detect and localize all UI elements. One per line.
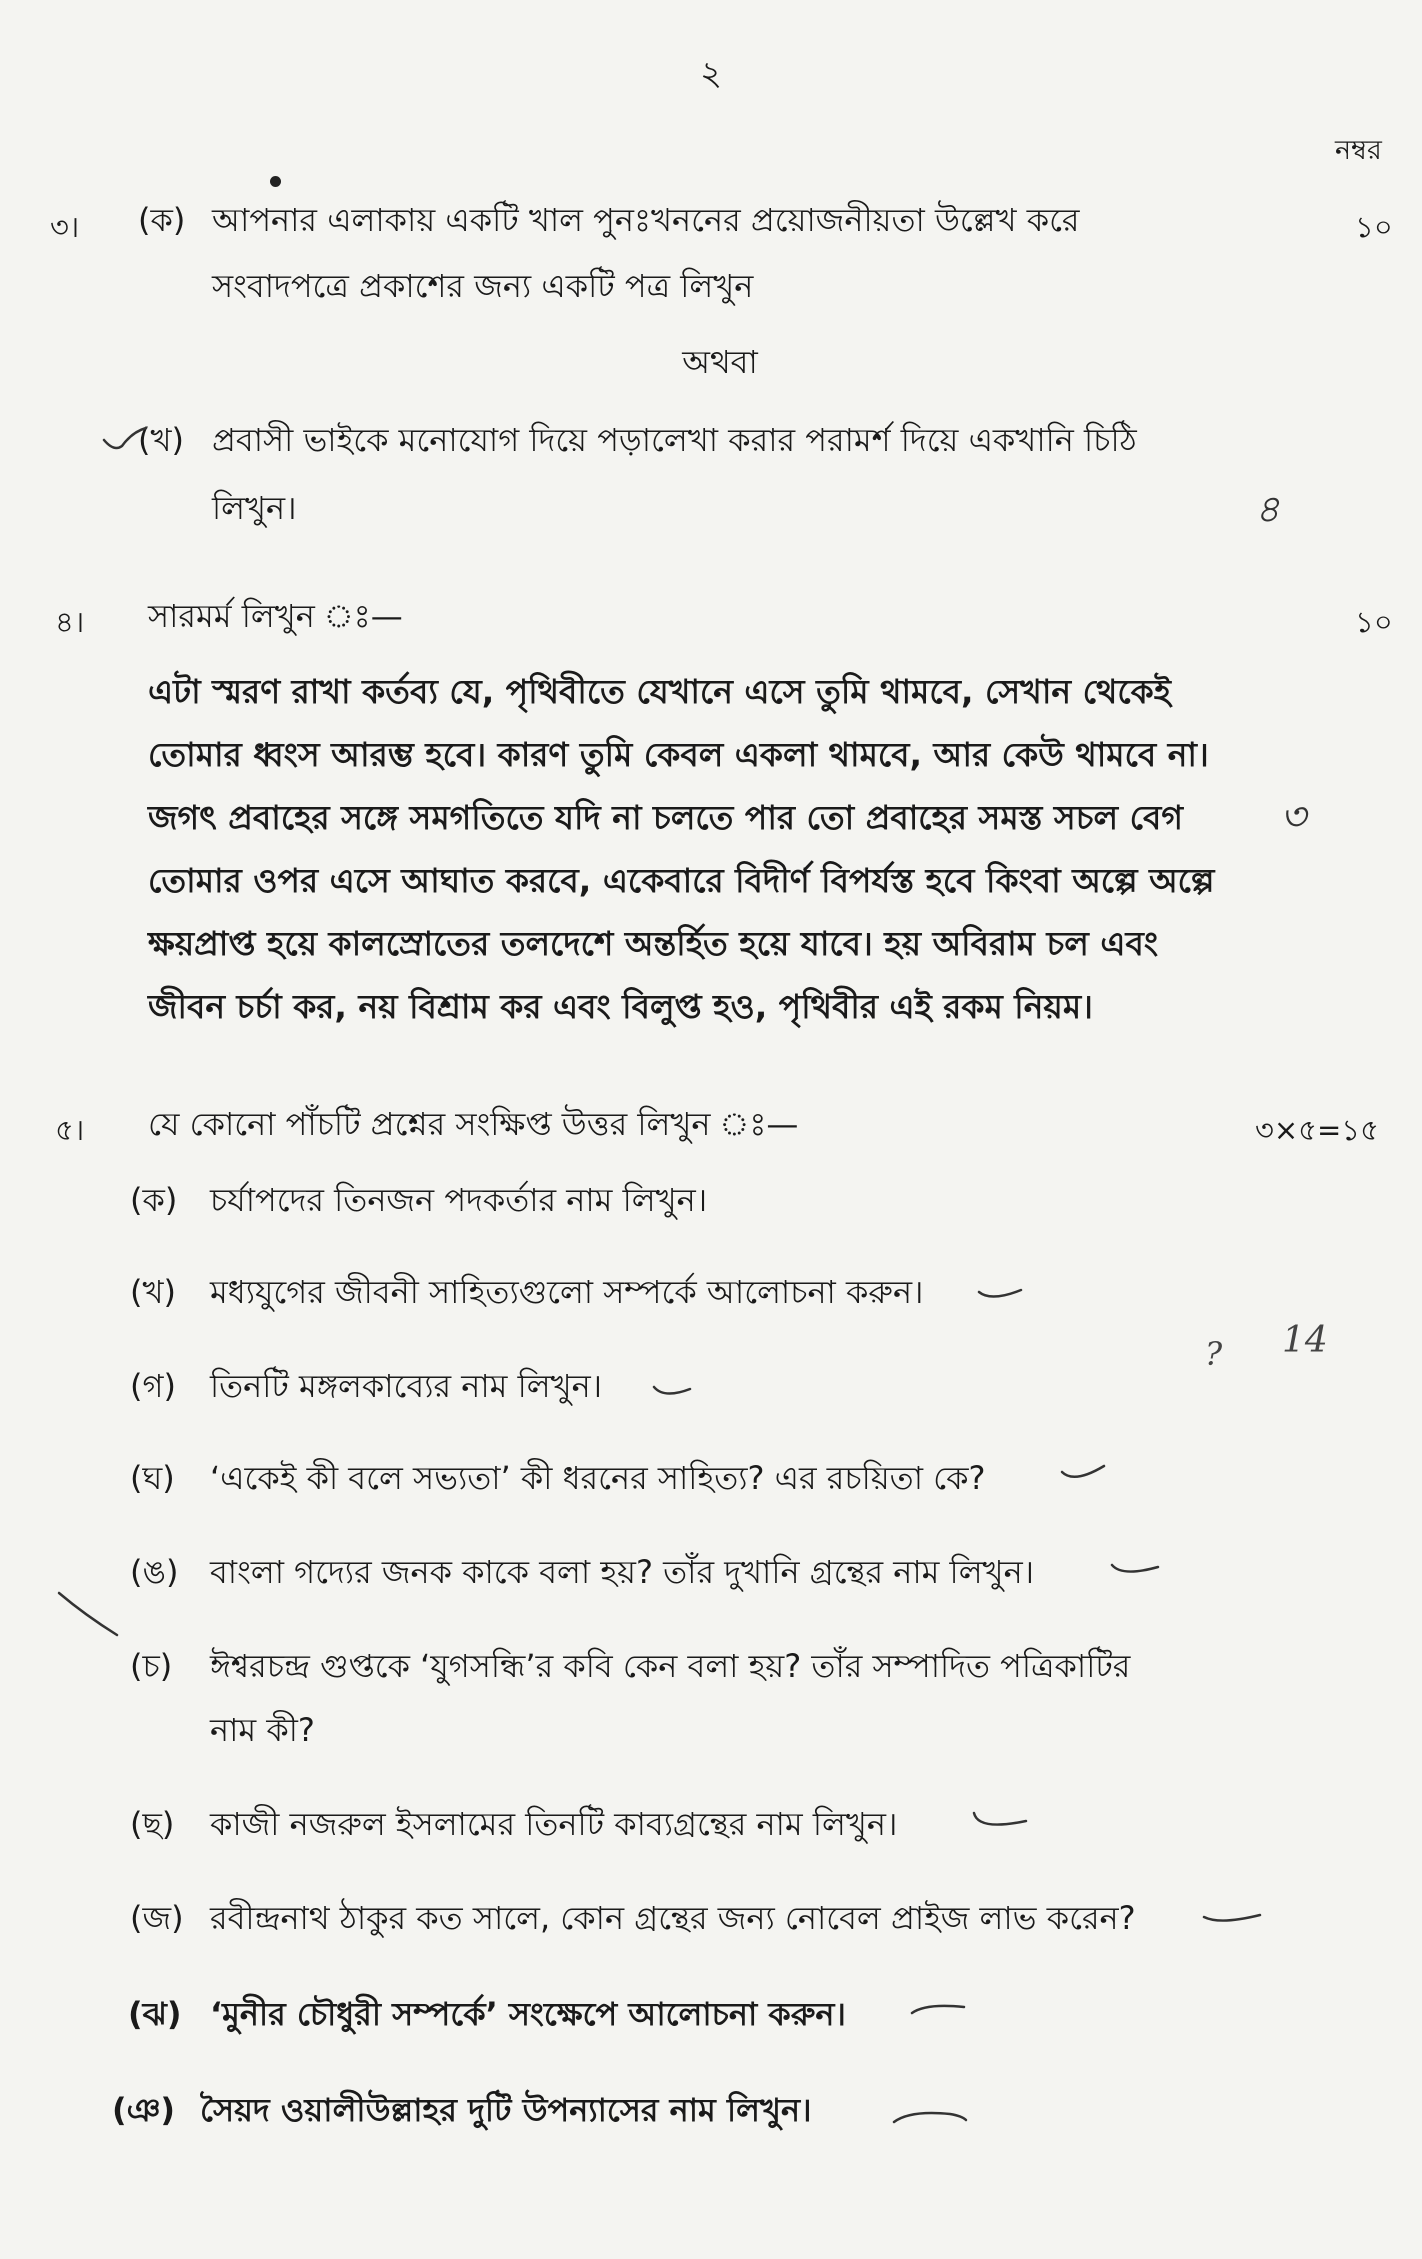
q4-passage-line-6: জীবন চর্চা কর, নয় বিশ্রাম কর এবং বিলুপ্ত হও, পৃথিবীর এই রকম নিয়ম। xyxy=(148,987,1093,1026)
q5-item-label: (ঙ) xyxy=(130,1553,179,1591)
q5-item-text: মধ্যযুগের জীবনী সাহিত্যগুলো সম্পর্কে আলোচনা করুন। xyxy=(210,1273,924,1311)
ink-speck xyxy=(270,176,281,187)
q5-item-label: (গ) xyxy=(130,1367,176,1405)
q5-item-text: রবীন্দ্রনাথ ঠাকুর কত সালে, কোন গ্রন্থের জন্য নোবেল প্রাইজ লাভ করেন? xyxy=(210,1899,1136,1937)
q5-item-text: ‘একেই কী বলে সভ্যতা’ কী ধরনের সাহিত্য? এর রচয়িতা কে? xyxy=(210,1459,986,1497)
pen-tick xyxy=(1108,1555,1163,1585)
q4-passage-line-4: তোমার ওপর এসে আঘাত করবে, একেবারে বিদীর্ণ বিপর্যস্ত হবে কিংবা অল্পে অল্পে xyxy=(148,861,1215,900)
q5-item-label: (ঞ) xyxy=(112,2091,176,2129)
q4-title: সারমর্ম লিখুন ঃ— xyxy=(148,597,403,635)
page-number: ২ xyxy=(700,54,723,94)
q4-passage-line-2: তোমার ধ্বংস আরম্ভ হবে। কারণ তুমি কেবল একলা থামবে, আর কেউ থামবে না। xyxy=(148,735,1209,774)
handwritten-mark-3: ৩ xyxy=(1280,794,1307,840)
q3-a-label: (ক) xyxy=(138,201,186,239)
q4-passage-line-5: ক্ষয়প্রাপ্ত হয়ে কালস্রোতের তলদেশে অন্তর্হিত হয়ে যাবে। হয় অবিরাম চল এবং xyxy=(148,924,1159,963)
q4-number: ৪। xyxy=(55,605,85,639)
q5-item-label: (ক) xyxy=(130,1181,178,1219)
q3-a-line2: সংবাদপত্রে প্রকাশের জন্য একটি পত্র লিখুন xyxy=(212,267,754,305)
pen-tick xyxy=(970,1807,1030,1837)
q5-item-label: (খ) xyxy=(130,1273,176,1311)
q4-passage-line-1: এটা স্মরণ রাখা কর্তব্য যে, পৃথিবীতে যেখানে এসে তুমি থামবে, সেখান থেকেই xyxy=(148,672,1171,711)
pen-tick xyxy=(1200,1903,1265,1933)
q3-number: ৩। xyxy=(50,210,80,244)
q3-marks: ১০ xyxy=(1355,210,1393,244)
handwritten-mark-14: 14 xyxy=(1282,1320,1328,1361)
q5-item-text: চর্যাপদের তিনজন পদকর্তার নাম লিখুন। xyxy=(210,1181,708,1219)
q5-item-text-cont: নাম কী? xyxy=(210,1711,315,1749)
q5-item-text: ‘মুনীর চৌধুরী সম্পর্কে’ সংক্ষেপে আলোচনা করুন। xyxy=(210,1995,846,2033)
q5-item-label: (চ) xyxy=(130,1647,173,1685)
q5-item-label: (ঝ) xyxy=(128,1995,182,2033)
handwritten-question-mark: ? xyxy=(1205,1335,1223,1373)
pen-tick xyxy=(975,1280,1025,1310)
q5-item-text: তিনটি মঙ্গলকাব্যের নাম লিখুন। xyxy=(210,1367,603,1405)
q5-item-text: বাংলা গদ্যের জনক কাকে বলা হয়? তাঁর দুখানি গ্রন্থের নাম লিখুন। xyxy=(210,1553,1035,1591)
pen-tick xyxy=(908,1995,968,2025)
q5-item-text: সৈয়দ ওয়ালীউল্লাহর দুটি উপন্যাসের নাম লিখুন। xyxy=(200,2091,812,2129)
q4-passage-line-3: জগৎ প্রবাহের সঙ্গে সমগতিতে যদি না চলতে পার তো প্রবাহের সমস্ত সচল বেগ xyxy=(148,798,1183,837)
q3-or-divider: অথবা xyxy=(682,343,758,381)
q5-item-label: (জ) xyxy=(130,1899,184,1937)
q5-title: যে কোনো পাঁচটি প্রশ্নের সংক্ষিপ্ত উত্তর লিখুন ঃ— xyxy=(148,1105,799,1143)
q5-item-label: (ঘ) xyxy=(130,1459,175,1497)
q3-b-line2: লিখুন। xyxy=(212,489,297,527)
q5-item-text: কাজী নজরুল ইসলামের তিনটি কাব্যগ্রন্থের নাম লিখুন। xyxy=(210,1805,898,1843)
q5-item-text: ঈশ্বরচন্দ্র গুপ্তকে ‘যুগসন্ধি’র কবি কেন বলা হয়? তাঁর সম্পাদিত পত্রিকাটির xyxy=(210,1647,1131,1685)
pen-tick xyxy=(890,2100,970,2134)
q5-number: ৫। xyxy=(55,1113,85,1147)
q5-marks: ৩×৫=১৫ xyxy=(1255,1113,1379,1147)
q5-item-label: (ছ) xyxy=(130,1805,175,1843)
q3-a-line1: আপনার এলাকায় একটি খাল পুনঃখননের প্রয়োজনীয়তা উল্লেখ করে xyxy=(212,201,1080,239)
pen-stray-mark xyxy=(55,1585,125,1645)
q3-b-line1: প্রবাসী ভাইকে মনোযোগ দিয়ে পড়ালেখা করার পরামর্শ দিয়ে একখানি চিঠি xyxy=(212,421,1137,459)
pen-tick xyxy=(650,1375,695,1405)
marks-column-header: নম্বর xyxy=(1335,135,1382,166)
handwritten-mark-4: ৪ xyxy=(1255,487,1280,531)
q4-marks: ১০ xyxy=(1355,605,1393,639)
q3-b-label: (খ) xyxy=(138,421,184,459)
pen-tick xyxy=(1058,1458,1108,1488)
